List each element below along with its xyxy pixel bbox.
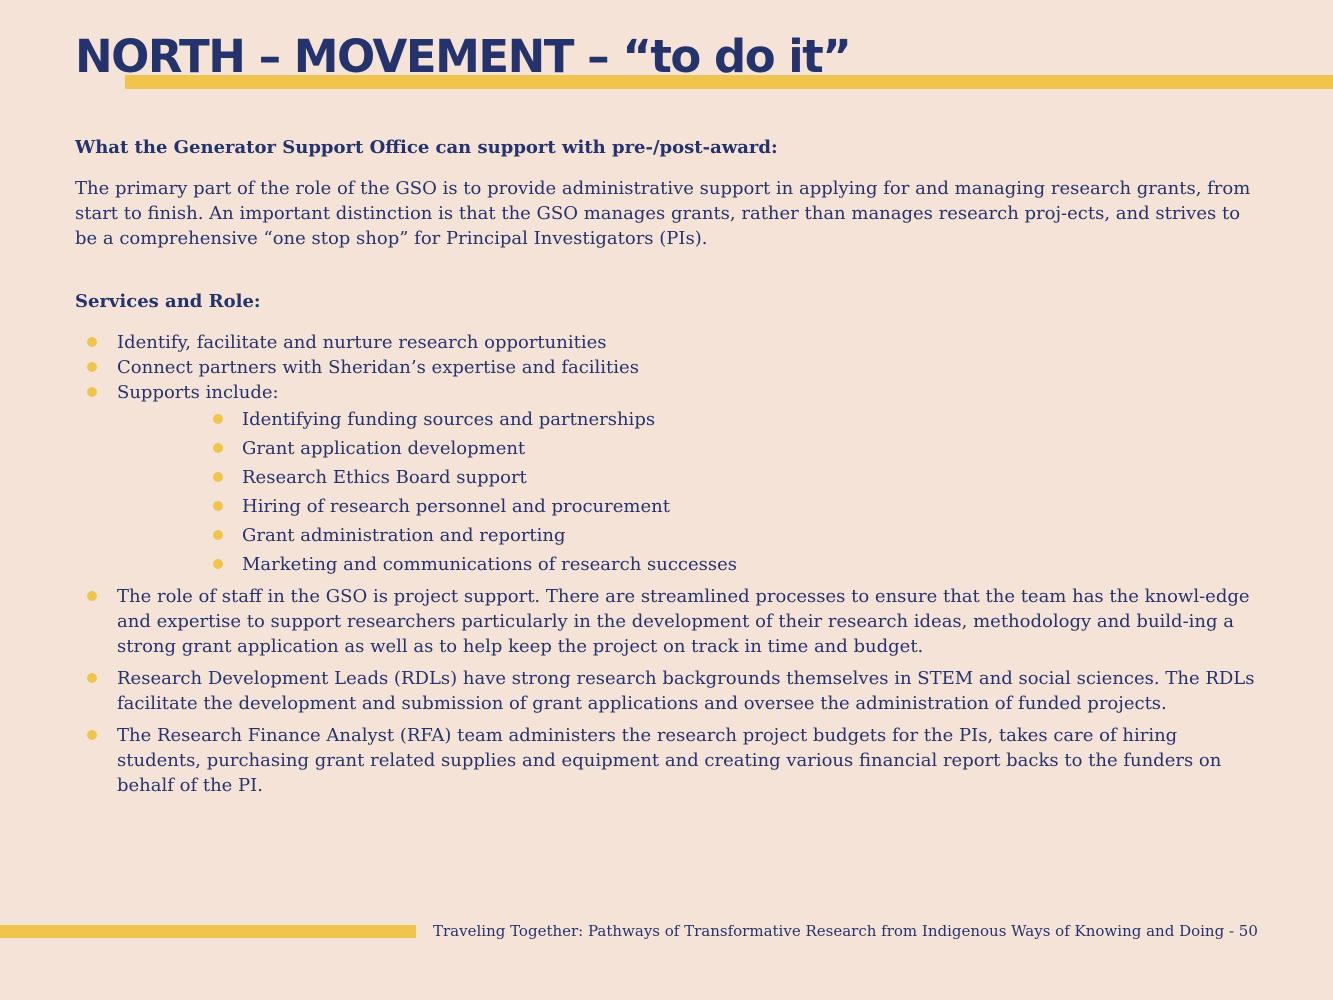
- sub-list-item: Identifying funding sources and partnerships: [117, 407, 1265, 432]
- list-item: [75, 380, 1265, 577]
- sub-list-item: Grant administration and reporting: [117, 523, 1265, 548]
- section-spacer: [75, 251, 1265, 289]
- title-area: [0, 0, 1333, 100]
- supports-label: Supports include:: [117, 382, 279, 403]
- footer-accent-bar: [0, 925, 416, 938]
- supports-sublist: [117, 407, 1265, 577]
- footer-text: Traveling Together: Pathways of Transformative Research from Indigenous Ways of Knowing and Doing - 50: [433, 922, 1258, 940]
- services-list: [75, 330, 1265, 798]
- list-item: The Research Finance Analyst (RFA) team administers the research project budgets for the PIs, takes care of hiring students, purchasing grant related supplies and equipment and creating various financial report backs to the funders on behalf of the PI.: [75, 723, 1265, 798]
- sub-list-item: Research Ethics Board support: [117, 465, 1265, 490]
- page-title: NORTH – MOVEMENT – “to do it”: [75, 30, 851, 83]
- list-item: Connect partners with Sheridan’s expertise and facilities: [75, 355, 1265, 380]
- list-item: The role of staff in the GSO is project support. There are streamlined processes to ensure that the team has the knowl-edge and expertise to support researchers particularly in the development of their research ideas, methodology and build-ing a strong grant application as well as to help keep the project on track in time and budget.: [75, 584, 1265, 659]
- sub-list-item: Grant application development: [117, 436, 1265, 461]
- main-content: [75, 135, 1265, 798]
- list-item: Research Development Leads (RDLs) have strong research backgrounds themselves in STEM and social sciences. The RDLs facilitate the development and submission of grant applications and oversee the administration of funded projects.: [75, 666, 1265, 716]
- intro-heading: What the Generator Support Office can support with pre-/post-award:: [75, 137, 778, 158]
- list-item: Identify, facilitate and nurture research opportunities: [75, 330, 1265, 355]
- sub-list-item: Marketing and communications of research successes: [117, 552, 1265, 577]
- intro-paragraph: The primary part of the role of the GSO is to provide administrative support in applying for and managing research grants, from start to finish. An important distinction is that the GSO manages grants, rather than manages research proj-ects, and strives to be a comprehensive “one stop shop” for Principal Investigators (PIs).: [75, 178, 1251, 249]
- services-heading: Services and Role:: [75, 291, 261, 312]
- sub-list-item: Hiring of research personnel and procurement: [117, 494, 1265, 519]
